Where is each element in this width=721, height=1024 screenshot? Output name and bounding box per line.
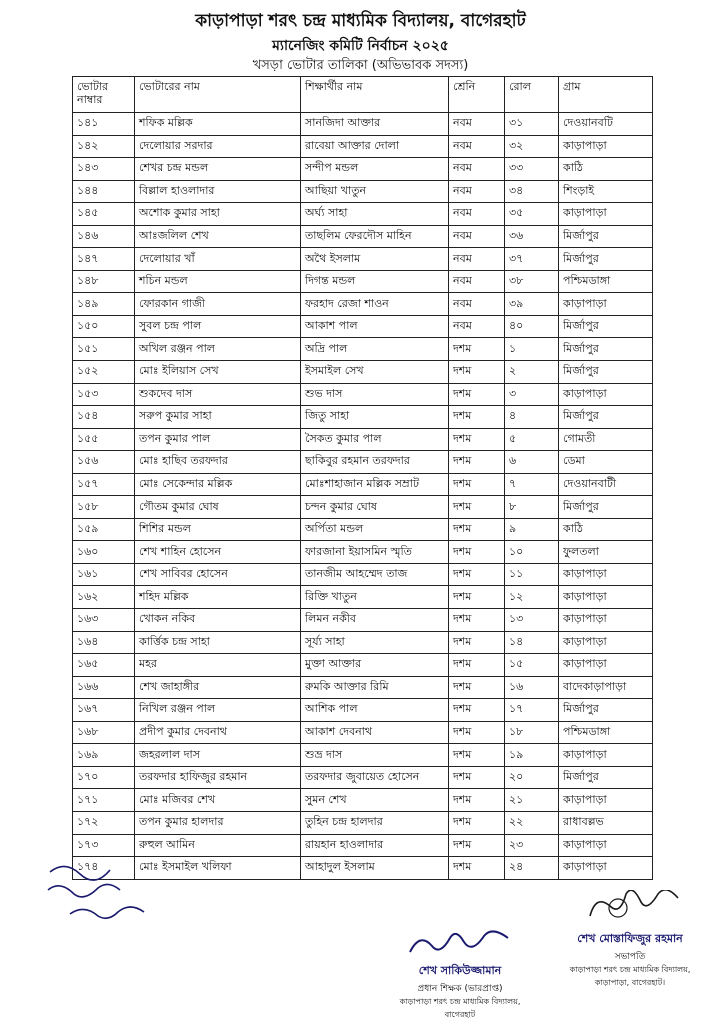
roll-cell: ২১ — [505, 789, 559, 812]
class-cell: দশম — [449, 766, 505, 789]
roll-cell: ৭ — [505, 473, 559, 496]
roll-cell: ১৮ — [505, 721, 559, 744]
voter-number-cell: ১৬৬ — [73, 676, 135, 699]
voter-name-cell: শেখর চন্দ্র মন্ডল — [135, 158, 301, 181]
roll-cell: ১৬ — [505, 676, 559, 699]
class-cell: দশম — [449, 654, 505, 677]
voter-name-cell: মোঃ হাছিব তরফদার — [135, 451, 301, 474]
roll-cell: ৩ — [505, 383, 559, 406]
voter-number-cell: ১৭৪ — [73, 857, 135, 880]
roll-cell: ১০ — [505, 541, 559, 564]
voter-number-cell: ১৬৫ — [73, 654, 135, 677]
roll-cell: ৩৭ — [505, 248, 559, 271]
village-cell: কাড়াপাড়া — [559, 834, 653, 857]
student-name-cell: সূর্য্য সাহা — [301, 631, 449, 654]
village-cell: কাড়াপাড়া — [559, 789, 653, 812]
roll-cell: ২৩ — [505, 834, 559, 857]
headmaster-signature-block — [390, 930, 530, 1022]
table-row — [73, 248, 653, 271]
student-name-cell: আছিয়া খাতুন — [301, 180, 449, 203]
voter-number-cell: ১৬১ — [73, 563, 135, 586]
student-name-cell: রুমকি আক্তার রিমি — [301, 676, 449, 699]
village-cell: পশ্চিমডাঙ্গা — [559, 721, 653, 744]
voter-number-cell: ১৪১ — [73, 113, 135, 136]
village-cell: কাড়াপাড়া — [559, 383, 653, 406]
village-cell: কাড়াপাড়া — [559, 631, 653, 654]
class-cell: দশম — [449, 563, 505, 586]
roll-cell: ১৪ — [505, 631, 559, 654]
village-cell: মির্জাপুর — [559, 225, 653, 248]
table-row — [73, 563, 653, 586]
class-cell: দশম — [449, 428, 505, 451]
voter-number-cell: ১৭৩ — [73, 834, 135, 857]
student-name-cell: সানজিদা আক্তার — [301, 113, 449, 136]
student-name-cell: ফরহাদ রেজা শাওন — [301, 293, 449, 316]
village-cell: মির্জাপুর — [559, 315, 653, 338]
table-header-row — [73, 77, 653, 113]
table-row — [73, 789, 653, 812]
voter-name-cell: তরফদার হাফিজুর রহমান — [135, 766, 301, 789]
voter-name-cell: শেখ সাবিবর হোসেন — [135, 563, 301, 586]
voter-number-cell: ১৫৩ — [73, 383, 135, 406]
voter-number-cell: ১৬৯ — [73, 744, 135, 767]
voter-name-cell: শেখ জাহাঙ্গীর — [135, 676, 301, 699]
class-cell: দশম — [449, 383, 505, 406]
student-name-cell: আকাশ পাল — [301, 315, 449, 338]
class-cell: দশম — [449, 631, 505, 654]
roll-cell: ২০ — [505, 766, 559, 789]
village-cell: ডেমা — [559, 451, 653, 474]
class-cell: দশম — [449, 834, 505, 857]
roll-cell: ৫ — [505, 428, 559, 451]
headmaster-name: শেখ সাকিউজ্জামান — [418, 964, 502, 977]
voter-number-cell: ১৭২ — [73, 811, 135, 834]
column-header-class: শ্রেনি — [449, 77, 505, 113]
student-name-cell: অর্ঘ্য সাহা — [301, 203, 449, 226]
table-row — [73, 631, 653, 654]
table-row — [73, 654, 653, 677]
village-cell: দেওয়ানবাটী — [559, 473, 653, 496]
handwritten-note — [40, 852, 170, 932]
village-cell: বাদেকাড়াপাড়া — [559, 676, 653, 699]
student-name-cell: শুভ্র দাস — [301, 744, 449, 767]
village-cell: মির্জাপুর — [559, 248, 653, 271]
village-cell: কাড়াপাড়া — [559, 744, 653, 767]
student-name-cell: সুমন শেখ — [301, 789, 449, 812]
table-row — [73, 315, 653, 338]
village-cell: মির্জাপুর — [559, 338, 653, 361]
class-cell: দশম — [449, 857, 505, 880]
village-cell: মির্জাপুর — [559, 496, 653, 519]
class-cell: দশম — [449, 699, 505, 722]
column-header-voter-no: ভোটার নাম্বার — [73, 77, 135, 113]
class-cell: নবম — [449, 293, 505, 316]
voter-number-cell: ১৭০ — [73, 766, 135, 789]
roll-cell: ৪ — [505, 406, 559, 429]
student-name-cell: তাছলিম ফেরদৌস মাহিন — [301, 225, 449, 248]
roll-cell: ৯ — [505, 518, 559, 541]
voter-number-cell: ১৫৪ — [73, 406, 135, 429]
voter-number-cell: ১৬০ — [73, 541, 135, 564]
voter-name-cell: মহর — [135, 654, 301, 677]
roll-cell: ৮ — [505, 496, 559, 519]
voter-number-cell: ১৪৬ — [73, 225, 135, 248]
roll-cell: ৩৬ — [505, 225, 559, 248]
student-name-cell: আকাশ দেবনাথ — [301, 721, 449, 744]
president-role: সভাপতি — [614, 952, 646, 962]
president-name: শেখ মোস্তাফিজুর রহমান — [577, 932, 683, 945]
table-row — [73, 811, 653, 834]
village-cell: শিংড়াই — [559, 180, 653, 203]
voter-number-cell: ১৫০ — [73, 315, 135, 338]
table-row — [73, 135, 653, 158]
roll-cell: ৪০ — [505, 315, 559, 338]
village-cell: কাড়াপাড়া — [559, 654, 653, 677]
voter-name-cell: কার্ত্তিক চন্দ্র সাহা — [135, 631, 301, 654]
roll-cell: ১৯ — [505, 744, 559, 767]
table-row — [73, 270, 653, 293]
roll-cell: ১২ — [505, 586, 559, 609]
class-cell: দশম — [449, 811, 505, 834]
class-cell: নবম — [449, 315, 505, 338]
voter-name-cell: অশোক কুমার সাহা — [135, 203, 301, 226]
student-name-cell: তানজীম আহম্মেদ তাজ — [301, 563, 449, 586]
roll-cell: ৩৪ — [505, 180, 559, 203]
class-cell: নবম — [449, 113, 505, 136]
voter-number-cell: ১৪৪ — [73, 180, 135, 203]
table-row — [73, 721, 653, 744]
student-name-cell: অথৈ ইসলাম — [301, 248, 449, 271]
student-name-cell: তরফদার জুবায়েত হোসেন — [301, 766, 449, 789]
table-row — [73, 225, 653, 248]
roll-cell: ২২ — [505, 811, 559, 834]
class-cell: দশম — [449, 406, 505, 429]
class-cell: নবম — [449, 135, 505, 158]
voter-name-cell: মোঃ মজিবর শেখ — [135, 789, 301, 812]
village-cell: কাড়াপাড়া — [559, 586, 653, 609]
voter-name-cell: জহরলাল দাস — [135, 744, 301, 767]
student-name-cell: রায়হান হাওলাদার — [301, 834, 449, 857]
table-row — [73, 766, 653, 789]
voter-name-cell: শেখ শাহিন হোসেন — [135, 541, 301, 564]
voter-name-cell: ফোরকান গাজী — [135, 293, 301, 316]
village-cell: কাড়াপাড়া — [559, 857, 653, 880]
village-cell: মির্জাপুর — [559, 361, 653, 384]
president-signature-icon — [570, 890, 690, 926]
village-cell: কাঠি — [559, 518, 653, 541]
voter-number-cell: ১৬২ — [73, 586, 135, 609]
voter-number-cell: ১৪৯ — [73, 293, 135, 316]
voter-number-cell: ১৪৫ — [73, 203, 135, 226]
roll-cell: ৬ — [505, 451, 559, 474]
class-cell: নবম — [449, 180, 505, 203]
voter-number-cell: ১৪৩ — [73, 158, 135, 181]
table-row — [73, 699, 653, 722]
voter-number-cell: ১৫৫ — [73, 428, 135, 451]
roll-cell: ২৪ — [505, 857, 559, 880]
class-cell: দশম — [449, 721, 505, 744]
voter-name-cell: শিশির মন্ডল — [135, 518, 301, 541]
class-cell: দশম — [449, 541, 505, 564]
voter-number-cell: ১৭১ — [73, 789, 135, 812]
voter-name-cell: তপন কুমার পাল — [135, 428, 301, 451]
table-row — [73, 113, 653, 136]
voter-name-cell: খোকন নকিব — [135, 609, 301, 632]
roll-cell: ১ — [505, 338, 559, 361]
handwritten-note-scribble-icon — [40, 852, 170, 932]
student-name-cell: ছাকিবুর রহমান তরফদার — [301, 451, 449, 474]
table-row — [73, 383, 653, 406]
student-name-cell: রাবেয়া আক্তার দোলা — [301, 135, 449, 158]
student-name-cell: আহাদুল ইসলাম — [301, 857, 449, 880]
roll-cell: ১৭ — [505, 699, 559, 722]
president-organization: কাড়াপাড়া শরৎ চন্দ্র মাধ্যমিক বিদ্যালয়, কাড়াপাড়া, বাগেরহাট। — [569, 965, 691, 987]
student-name-cell: চন্দন কুমার ঘোষ — [301, 496, 449, 519]
voter-name-cell: শচিন মন্ডল — [135, 270, 301, 293]
village-cell: রাধাবল্লভ — [559, 811, 653, 834]
village-cell: মির্জাপুর — [559, 406, 653, 429]
class-cell: দশম — [449, 676, 505, 699]
roll-cell: ৩১ — [505, 113, 559, 136]
document-title: কাড়াপাড়া শরৎ চন্দ্র মাধ্যমিক বিদ্যালয়, বাগেরহাট — [195, 11, 526, 31]
village-cell: কাড়াপাড়া — [559, 293, 653, 316]
class-cell: দশম — [449, 451, 505, 474]
voter-name-cell: মোঃ ইসমাইল খলিফা — [135, 857, 301, 880]
headmaster-role: প্রধান শিক্ষক (ভারপ্রাপ্ত) — [417, 984, 503, 994]
village-cell: ফুলতলা — [559, 541, 653, 564]
student-name-cell: অর্পিতা মন্ডল — [301, 518, 449, 541]
table-row — [73, 158, 653, 181]
village-cell: কাড়াপাড়া — [559, 563, 653, 586]
table-row — [73, 676, 653, 699]
voter-name-cell: অখিল রঞ্জন পাল — [135, 338, 301, 361]
voter-name-cell: বিল্লাল হাওলাদার — [135, 180, 301, 203]
headmaster-signature-icon — [405, 930, 515, 958]
voter-name-cell: গৌতম কুমার ঘোষ — [135, 496, 301, 519]
voter-name-cell: শহিদ মল্লিক — [135, 586, 301, 609]
student-name-cell: লিমন নকীব — [301, 609, 449, 632]
student-name-cell: তুহিন চন্দ্র হালদার — [301, 811, 449, 834]
village-cell: কাঠি — [559, 158, 653, 181]
table-row — [73, 586, 653, 609]
list-title: খসড়া ভোটার তালিকা (অভিভাবক সদস্য) — [252, 58, 469, 73]
table-row — [73, 428, 653, 451]
voter-name-cell: শুকদেব দাস — [135, 383, 301, 406]
class-cell: দশম — [449, 609, 505, 632]
roll-cell: ৩৩ — [505, 158, 559, 181]
voter-number-cell: ১৬৩ — [73, 609, 135, 632]
student-name-cell: রিক্তি খাতুন — [301, 586, 449, 609]
student-name-cell: ইসমাইল সেখ — [301, 361, 449, 384]
class-cell: দশম — [449, 518, 505, 541]
voter-number-cell: ১৬৪ — [73, 631, 135, 654]
voter-number-cell: ১৫৬ — [73, 451, 135, 474]
class-cell: দশম — [449, 473, 505, 496]
class-cell: দশম — [449, 586, 505, 609]
roll-cell: ৩২ — [505, 135, 559, 158]
class-cell: দশম — [449, 496, 505, 519]
table-row — [73, 518, 653, 541]
student-name-cell: দিগন্ত মন্ডল — [301, 270, 449, 293]
village-cell: পশ্চিমডাঙ্গা — [559, 270, 653, 293]
village-cell: কাড়াপাড়া — [559, 609, 653, 632]
column-header-roll: রোল — [505, 77, 559, 113]
student-name-cell: আশিক পাল — [301, 699, 449, 722]
voter-number-cell: ১৪৮ — [73, 270, 135, 293]
student-name-cell: অদ্রি পাল — [301, 338, 449, 361]
village-cell: মির্জাপুর — [559, 699, 653, 722]
table-row — [73, 473, 653, 496]
voter-number-cell: ১৫৭ — [73, 473, 135, 496]
roll-cell: ১৩ — [505, 609, 559, 632]
class-cell: দশম — [449, 744, 505, 767]
column-header-voter-name: ভোটারের নাম — [135, 77, 301, 113]
voter-name-cell: শফিক মল্লিক — [135, 113, 301, 136]
village-cell: মির্জাপুর — [559, 766, 653, 789]
voter-number-cell: ১৫২ — [73, 361, 135, 384]
roll-cell: ৩৯ — [505, 293, 559, 316]
student-name-cell: মুক্তা আক্তার — [301, 654, 449, 677]
voter-number-cell: ১৪৭ — [73, 248, 135, 271]
voter-name-cell: আঃজলিল শেখ — [135, 225, 301, 248]
table-row — [73, 361, 653, 384]
class-cell: নবম — [449, 270, 505, 293]
class-cell: নবম — [449, 203, 505, 226]
class-cell: দশম — [449, 338, 505, 361]
document-subtitle: ম্যানেজিং কমিটি নির্বাচন ২০২৫ — [272, 38, 449, 54]
village-cell: কাড়াপাড়া — [559, 135, 653, 158]
headmaster-organization: কাড়াপাড়া শরৎ চন্দ্র মাধ্যমিক বিদ্যালয়, বাগেরহাট — [399, 997, 521, 1019]
class-cell: নবম — [449, 158, 505, 181]
voter-name-cell: সুবল চন্দ্র পাল — [135, 315, 301, 338]
voter-name-cell: নিখিল রঞ্জন পাল — [135, 699, 301, 722]
student-name-cell: শুভ দাস — [301, 383, 449, 406]
student-name-cell: জিতু সাহা — [301, 406, 449, 429]
voter-name-cell: রুহুল আমিন — [135, 834, 301, 857]
table-row — [73, 406, 653, 429]
table-row — [73, 609, 653, 632]
voter-name-cell: দেলোয়ার সরদার — [135, 135, 301, 158]
column-header-village: গ্রাম — [559, 77, 653, 113]
table-row — [73, 744, 653, 767]
voter-table — [72, 76, 653, 880]
roll-cell: ১১ — [505, 563, 559, 586]
table-row — [73, 180, 653, 203]
president-signature-block — [555, 890, 705, 990]
table-row — [73, 338, 653, 361]
table-row — [73, 541, 653, 564]
class-cell: নবম — [449, 248, 505, 271]
village-cell: দেওয়ানবটি — [559, 113, 653, 136]
roll-cell: ১৫ — [505, 654, 559, 677]
voter-number-cell: ১৫৯ — [73, 518, 135, 541]
roll-cell: ৩৫ — [505, 203, 559, 226]
table-row — [73, 203, 653, 226]
village-cell: কাড়াপাড়া — [559, 203, 653, 226]
student-name-cell: ফারজানা ইয়াসমিন স্মৃতি — [301, 541, 449, 564]
voter-name-cell: দেলোয়ার খাঁ — [135, 248, 301, 271]
class-cell: নবম — [449, 225, 505, 248]
voter-name-cell: সরুপ কুমার সাহা — [135, 406, 301, 429]
student-name-cell: সন্দীপ মন্ডল — [301, 158, 449, 181]
voter-number-cell: ১৫৮ — [73, 496, 135, 519]
student-name-cell: সৈকত কুমার পাল — [301, 428, 449, 451]
roll-cell: ২ — [505, 361, 559, 384]
class-cell: দশম — [449, 361, 505, 384]
voter-number-cell: ১৪২ — [73, 135, 135, 158]
roll-cell: ৩৮ — [505, 270, 559, 293]
voter-name-cell: মোঃ সেকেন্দার মল্লিক — [135, 473, 301, 496]
voter-name-cell: মোঃ ইলিয়াস সেখ — [135, 361, 301, 384]
voter-name-cell: প্রদীপ কুমার দেবনাথ — [135, 721, 301, 744]
table-row — [73, 451, 653, 474]
village-cell: গোমতী — [559, 428, 653, 451]
student-name-cell: মোঃশাহাজান মল্লিক সম্রাট — [301, 473, 449, 496]
class-cell: দশম — [449, 789, 505, 812]
voter-number-cell: ১৬৭ — [73, 699, 135, 722]
column-header-student-name: শিক্ষার্থীর নাম — [301, 77, 449, 113]
voter-number-cell: ১৫১ — [73, 338, 135, 361]
voter-number-cell: ১৬৮ — [73, 721, 135, 744]
table-row — [73, 293, 653, 316]
voter-name-cell: তপন কুমার হালদার — [135, 811, 301, 834]
table-row — [73, 496, 653, 519]
